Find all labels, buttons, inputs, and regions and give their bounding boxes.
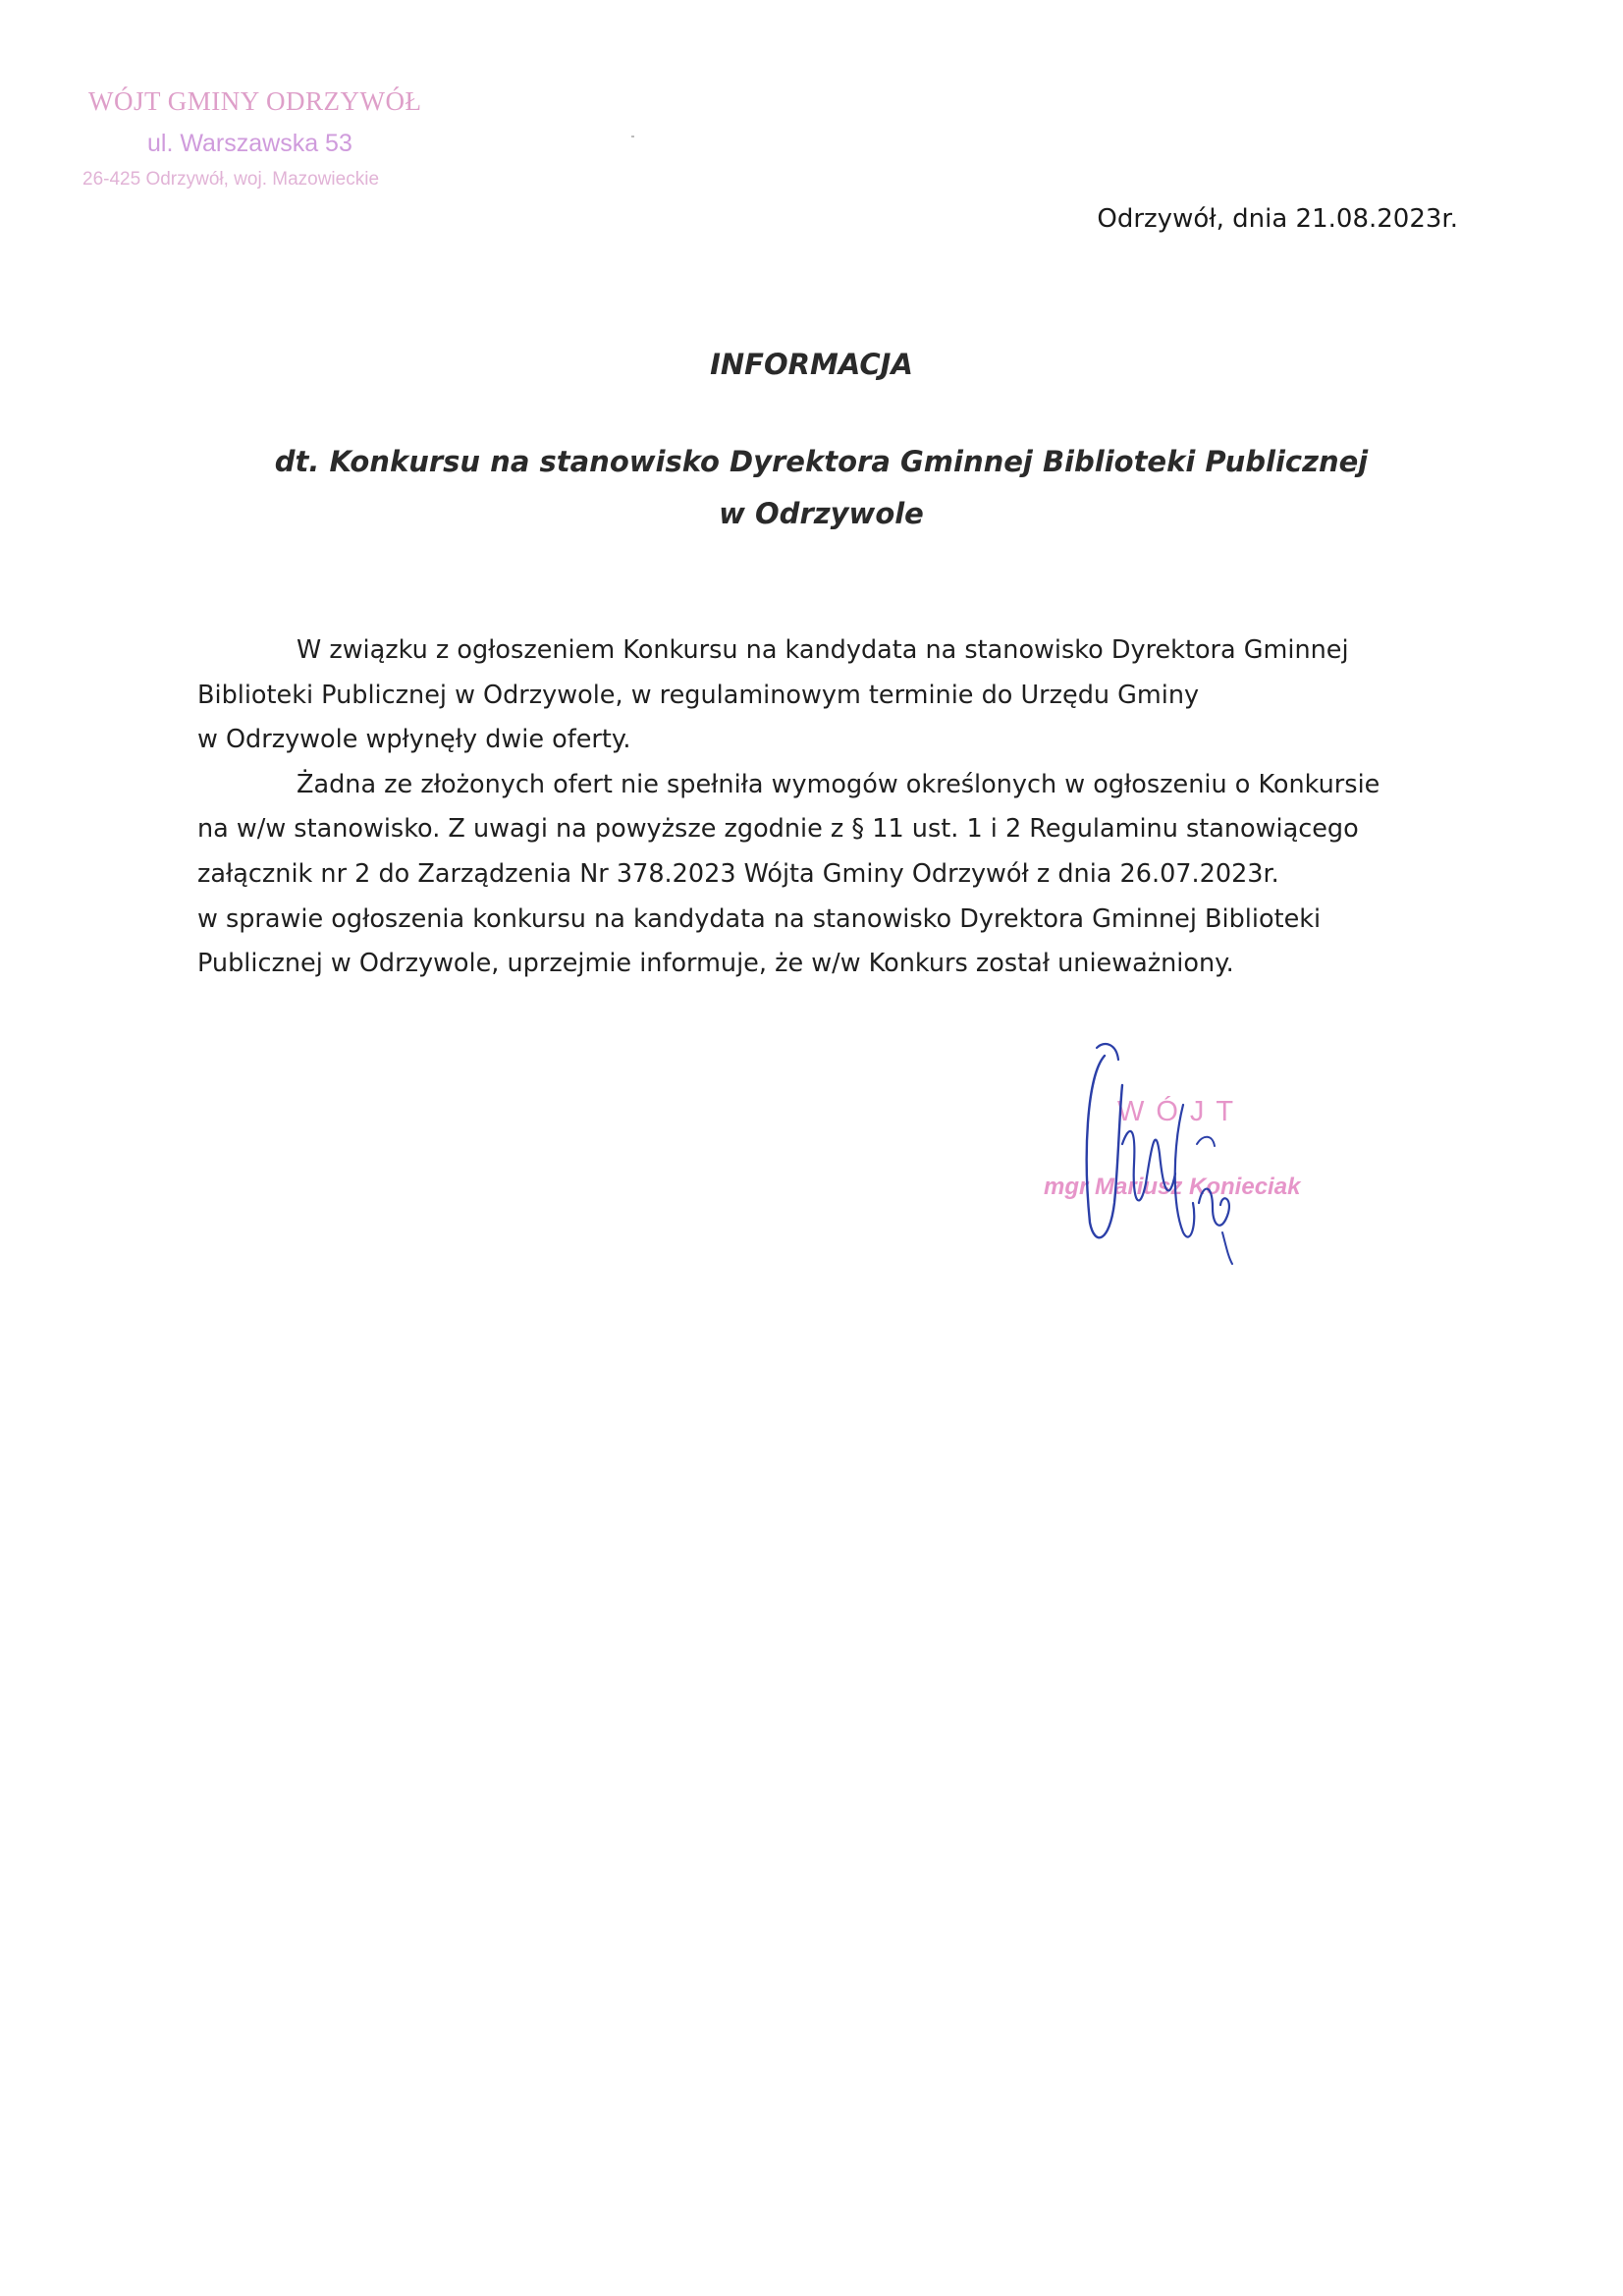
stamp-postal-address: 26-425 Odrzywół, woj. Mazowieckie <box>82 169 380 190</box>
body-line: Biblioteki Publicznej w Odrzywole, w regulaminowym terminie do Urzędu Gminy <box>197 680 1200 710</box>
body-text <box>197 629 1493 987</box>
body-line: Żadna ze złożonych ofert nie spełniła wymogów określonych w ogłoszeniu o Konkursie <box>297 769 1380 799</box>
document-title: INFORMACJA <box>710 348 913 381</box>
body-line: W związku z ogłoszeniem Konkursu na kandydata na stanowisko Dyrektora Gminnej <box>297 635 1349 665</box>
scan-speck <box>631 136 634 137</box>
document-subtitle-line1: dt. Konkursu na stanowisko Dyrektora Gminnej Biblioteki Publicznej <box>274 445 1369 478</box>
body-line: na w/w stanowisko. Z uwagi na powyższe zgodnie z § 11 ust. 1 i 2 Regulaminu stanowiącego <box>197 814 1359 845</box>
document-subtitle-line2: w Odrzywole <box>719 497 924 530</box>
body-line: Publicznej w Odrzywole, uprzejmie informuje, że w/w Konkurs został unieważniony. <box>197 949 1234 979</box>
body-line: załącznik nr 2 do Zarządzenia Nr 378.2023 Wójta Gminy Odrzywół z dnia 26.07.2023r. <box>197 858 1279 889</box>
signature-stamp-title: WÓJT <box>1117 1096 1246 1127</box>
date-line: Odrzywół, dnia 21.08.2023r. <box>1097 204 1458 234</box>
body-line: w Odrzywole wpłynęły dwie oferty. <box>197 725 631 755</box>
stamp-street: ul. Warszawska 53 <box>147 130 352 157</box>
body-line: w sprawie ogłoszenia konkursu na kandydata na stanowisko Dyrektora Gminnej Biblioteki <box>197 903 1322 934</box>
handwritten-signature <box>1075 1036 1311 1272</box>
signature-stamp-name: mgr Mariusz Konieciak <box>1044 1174 1301 1200</box>
stamp-office-name: WÓJT GMINY ODRZYWÓŁ <box>88 86 422 116</box>
